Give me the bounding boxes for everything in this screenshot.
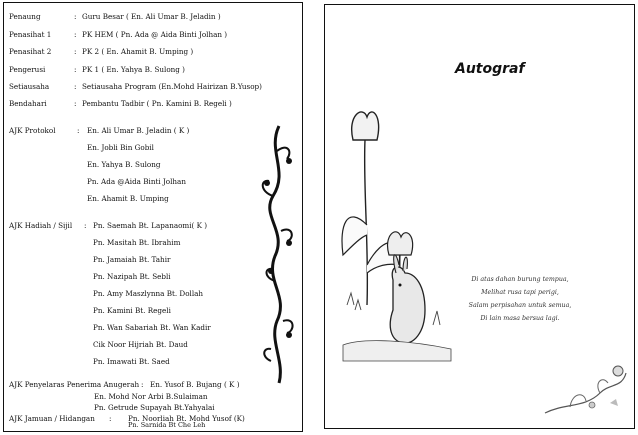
protokol-member: En. Yahya B. Sulong xyxy=(87,160,161,169)
protokol-sep: : xyxy=(77,126,80,135)
jamuan-member: Pn. Noorliah Bt. Mohd Yusof (K) xyxy=(128,414,245,423)
officials-sep: : xyxy=(74,99,77,108)
officials-sep: : xyxy=(74,30,77,39)
hadiah-member: Pn. Saemah Bt. Lapanaomi( K ) xyxy=(93,221,208,230)
hadiah-label: AJK Hadiah / Sijil xyxy=(9,221,73,230)
officials-value-pengerusi: PK 1 ( En. Yahya B. Sulong ) xyxy=(82,65,185,74)
officials-label-penasihat2: Penasihat 2 xyxy=(9,47,52,56)
hadiah-member: Pn. Wan Sabariah Bt. Wan Kadir xyxy=(93,323,211,332)
hadiah-member: Pn. Amy Maszlynna Bt. Dollah xyxy=(93,289,204,298)
protokol-label: AJK Protokol xyxy=(9,126,56,135)
penyelaras-member: En. Yusof B. Bujang ( K ) xyxy=(150,380,240,389)
hadiah-member: Cik Noor Hijriah Bt. Daud xyxy=(93,340,188,349)
poem-line: Di lain masa bersua lagi. xyxy=(480,315,560,322)
officials-value-penasihat2: PK 2 ( En. Ahamit B. Umping ) xyxy=(82,47,194,56)
hadiah-member: Pn. Nazipah Bt. Sebli xyxy=(93,272,171,281)
officials-value-penasihat1: PK HEM ( Pn. Ada @ Aida Binti Jolhan ) xyxy=(82,30,228,39)
poem-line: Melihat rusa tapi perigi, xyxy=(481,289,559,296)
officials-sep: : xyxy=(74,12,77,21)
swirl-vine-decoration xyxy=(259,121,299,386)
officials-sep: : xyxy=(74,82,77,91)
hadiah-member: Pn. Masitah Bt. Ibrahim xyxy=(93,238,181,247)
protokol-member: En. Ahamit B. Umping xyxy=(87,194,169,203)
protokol-member: En. Ali Umar B. Jeladin ( K ) xyxy=(87,126,190,135)
hadiah-sep: : xyxy=(84,221,87,230)
page-title: Autograf xyxy=(455,61,525,77)
left-page xyxy=(3,2,303,432)
penyelaras-label: AJK Penyelaras Penerima Anugerah xyxy=(9,380,140,389)
officials-sep: : xyxy=(74,47,77,56)
protokol-member: En. Jobli Bin Gobil xyxy=(87,143,154,152)
officials-sep: : xyxy=(74,65,77,74)
officials-value-setiausaha: Setiausaha Program (En.Mohd Hairizan B.Yusop) xyxy=(82,82,262,91)
jamuan-label: AJK Jamuan / Hidangan xyxy=(9,414,95,423)
officials-label-penasihat1: Penasihat 1 xyxy=(9,30,52,39)
officials-label-pengerusi: Pengerusi xyxy=(9,65,46,74)
floral-flourish-decoration xyxy=(540,343,630,423)
jamuan-sep: : xyxy=(109,414,112,423)
penyelaras-sep: : xyxy=(141,380,144,389)
penyelaras-member: En. Mohd Nor Arbi B.Sulaiman xyxy=(94,392,208,401)
officials-label-bendahari: Bendahari xyxy=(9,99,47,108)
tulip-rabbit-illustration xyxy=(333,105,453,365)
hadiah-member: Pn. Kamini Bt. Regeli xyxy=(93,306,171,315)
officials-value-penaung: Guru Besar ( En. Ali Umar B. Jeladin ) xyxy=(82,12,221,21)
officials-label-penaung: Penaung xyxy=(9,12,41,21)
protokol-member: Pn. Ada @Aida Binti Jolhan xyxy=(87,177,186,186)
officials-label-setiausaha: Setiausaha xyxy=(9,82,50,91)
poem-line: Salam perpisahan untuk semua, xyxy=(468,302,572,309)
right-page xyxy=(324,4,635,429)
hadiah-member: Pn. Imawati Bt. Saed xyxy=(93,357,170,366)
penyelaras-member: Pn. Getrude Supayah Bt.Yahyalai xyxy=(94,403,215,412)
poem-line: Di atas dahan burung tempua, xyxy=(471,276,569,283)
jamuan-member: Pn. Sarnida Bt Che Leh xyxy=(128,421,206,429)
hadiah-member: Pn. Jamaiah Bt. Tahir xyxy=(93,255,171,264)
officials-value-bendahari: Pembantu Tadbir ( Pn. Kamini B. Regeli ) xyxy=(82,99,232,108)
